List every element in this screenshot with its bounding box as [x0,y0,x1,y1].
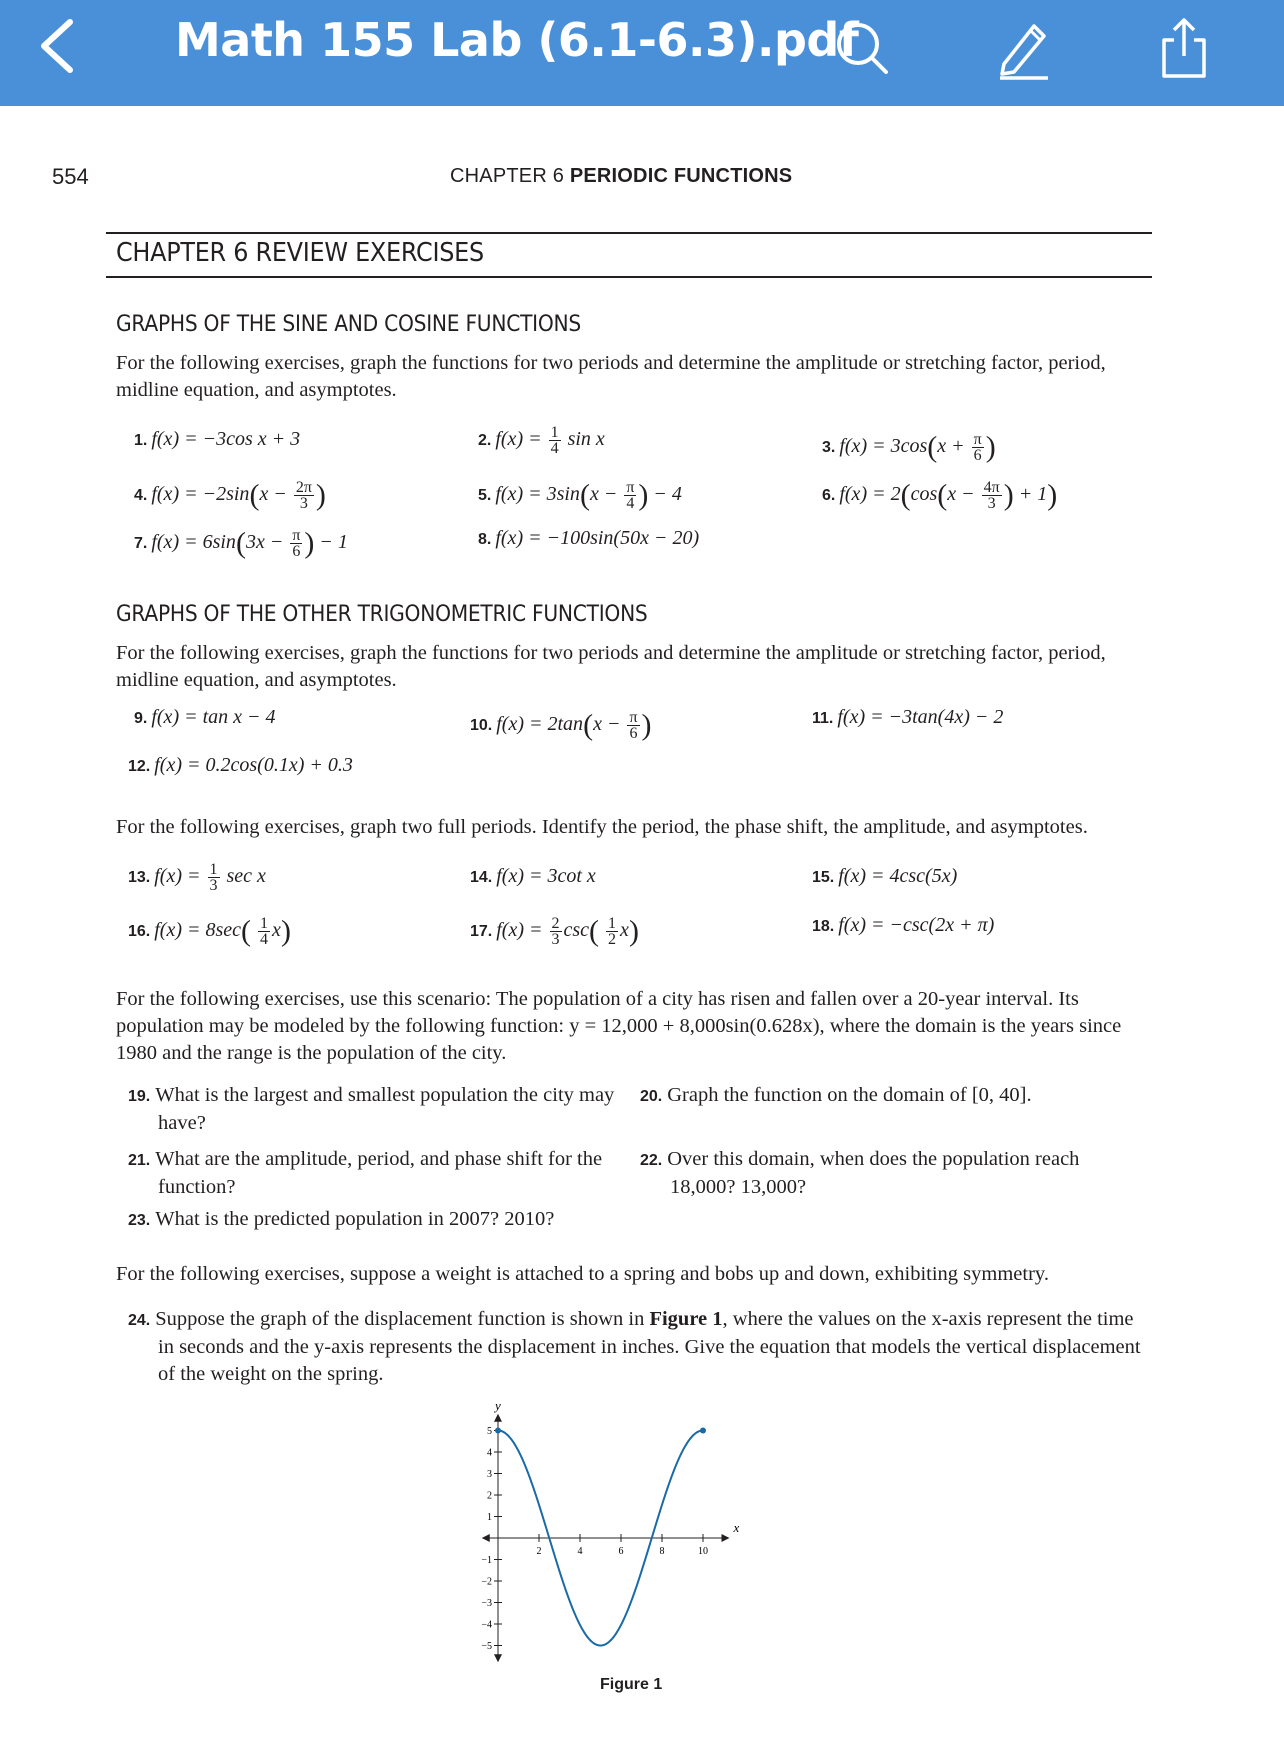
exercise-11: 11. f(x) = −3tan(4x) − 2 [812,706,1004,728]
y-axis-arrow-down [494,1654,502,1662]
curve-endpoint [495,1428,501,1434]
exercise-17: 17. f(x) = $\frac{2}{3}$ csc( $\frac{1}{2}$ x) [470,914,639,948]
question-21: 21. What are the amplitude, period, and phase shift for the function? [128,1148,603,1198]
question-22: 22. Over this domain, when does the population reach 18,000? 13,000? [640,1148,1080,1198]
running-head-title: PERIODIC FUNCTIONS [569,165,793,187]
y-axis-label: y [495,1397,501,1413]
section1-instructions: For the following exercises, graph the functions for two periods and determine the amplitude or stretching factor, period, midline equation, and asymptotes. [116,352,1106,401]
exercise-4: 4. f(x) = −2sin(x − $\frac{2\pi}{3}$ ) [134,478,326,512]
page-number: 554 [52,164,89,189]
x-axis-arrow-right [722,1534,730,1542]
exercise-14: 14. f(x) = 3cot x [470,865,596,887]
y-tick-label: 5 [487,1426,492,1437]
section-heading-sine-cosine: GRAPHS OF THE SINE AND COSINE FUNCTIONS [116,312,581,337]
population-scenario: For the following exercises, use this scenario: The population of a city has risen and fallen over a 20-year interval. Its population may be modeled by the following function: y = 12,000 + 8,000sin(0.628x), where the domain is the years since 1980 and the range is the population of the city. [116,988,1122,1064]
exercise-9: 9. f(x) = tan x − 4 [134,706,276,728]
question-19: 19. What is the largest and smallest population the city may have? [128,1084,615,1134]
bottom-rule [106,276,1152,278]
x-tick-label: 8 [659,1546,665,1557]
exercise-3: 3. f(x) = 3cos(x + $\frac{\pi}{6}$ ) [822,430,996,464]
document-title: Math 155 Lab (6.1-6.3).pdf [175,13,859,67]
question-24: 24. Suppose the graph of the displacement function is shown in Figure 1, where the values on the x-axis represent the time in seconds and the y-axis represents the displacement in inches. Give the equation that models the vertical displacement of the weight on the spring. [128,1308,1141,1385]
exercise-12: 12. f(x) = 0.2cos(0.1x) + 0.3 [128,754,353,776]
x-tick-label: 10 [698,1546,708,1557]
y-tick-label: 4 [487,1447,492,1459]
x-axis-arrow-left [482,1534,490,1542]
back-chevron-icon[interactable] [34,16,82,76]
pen-icon[interactable] [990,16,1054,80]
y-tick-label: 2 [487,1490,492,1502]
y-axis-arrow-up [494,1414,502,1422]
exercise-1: 1. f(x) = −3cos x + 3 [134,428,301,450]
question-20: 20. Graph the function on the domain of [0, 40]. [640,1084,1032,1106]
exercise-18: 18. f(x) = −csc(2x + π) [812,914,995,936]
section2-instructions-2: For the following exercises, graph two full periods. Identify the period, the phase shift, the amplitude, and asymptotes. [116,816,1088,838]
x-axis-label: x [733,1520,740,1535]
exercise-10: 10. f(x) = 2tan(x − $\frac{\pi}{6}$ ) [470,708,652,742]
y-tick-label: −4 [481,1619,492,1631]
y-tick-label: −3 [481,1598,492,1609]
exercise-16: 16. f(x) = 8sec( $\frac{1}{4}$ x) [128,914,291,948]
figure-reference[interactable]: Figure 1 [649,1308,723,1330]
displacement-graph [470,1388,800,1668]
section-heading-other-trig: GRAPHS OF THE OTHER TRIGONOMETRIC FUNCTIONS [116,602,648,627]
y-tick-label: −1 [481,1555,492,1566]
exercise-13: 13. f(x) = $\frac{1}{3}$ sec x [128,861,266,894]
app-toolbar [0,0,1284,106]
exercise-2: 2. f(x) = $\frac{1}{4}$ sin x [478,424,605,457]
y-tick-label: 3 [487,1469,492,1480]
chapter-title: CHAPTER 6 REVIEW EXERCISES [116,238,484,268]
x-tick-label: 6 [618,1546,624,1557]
question-23: 23. What is the predicted population in 2007? 2010? [128,1208,555,1230]
running-head-chapter: CHAPTER 6 [450,165,565,187]
figure-caption: Figure 1 [600,1676,663,1693]
top-rule [106,232,1152,234]
exercise-15: 15. f(x) = 4csc(5x) [812,865,958,887]
exercise-5: 5. f(x) = 3sin(x − $\frac{\pi}{4}$ ) − 4 [478,478,682,512]
running-head [450,165,792,188]
exercise-8: 8. f(x) = −100sin(50x − 20) [478,527,700,549]
exercise-7: 7. f(x) = 6sin(3x − $\frac{\pi}{6}$ ) − 1 [134,526,348,560]
exercise-6: 6. f(x) = 2(cos(x − $\frac{4\pi}{3}$ ) + 1) [822,478,1058,512]
share-icon[interactable] [1152,16,1216,80]
curve-endpoint [700,1428,706,1434]
search-icon[interactable] [830,16,894,80]
y-tick-label: 1 [487,1512,492,1523]
x-tick-label: 2 [536,1546,542,1557]
x-tick-label: 4 [577,1546,583,1557]
y-tick-label: −2 [481,1576,492,1588]
section2-instructions: For the following exercises, graph the functions for two periods and determine the amplitude or stretching factor, period, midline equation, and asymptotes. [116,642,1106,691]
y-tick-label: −5 [481,1641,492,1652]
spring-intro: For the following exercises, suppose a weight is attached to a spring and bobs up and down, exhibiting symmetry. [116,1263,1049,1285]
